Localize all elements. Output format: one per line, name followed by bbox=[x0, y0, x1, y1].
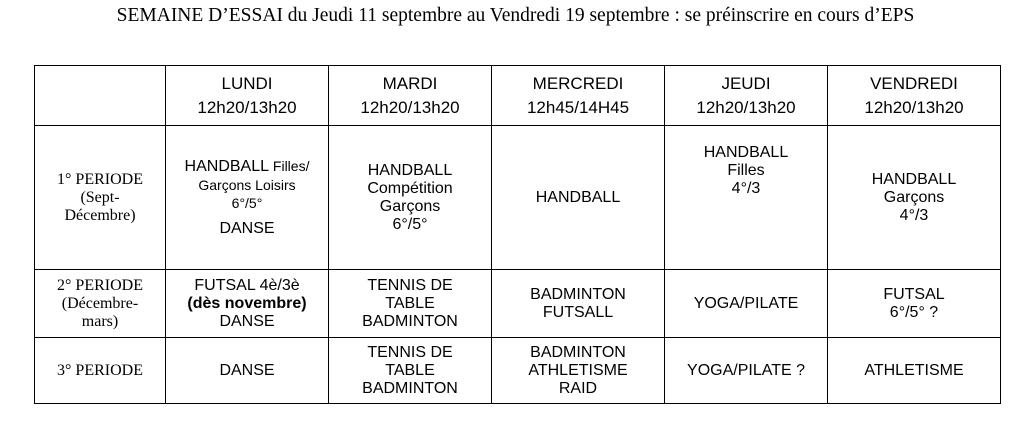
activity-line: BADMINTON bbox=[362, 312, 458, 330]
cell-p2-vendredi bbox=[828, 270, 1001, 338]
activity-text: HANDBALL bbox=[184, 158, 270, 175]
cell-p3-mardi bbox=[329, 338, 492, 404]
activity-line: RAID bbox=[558, 379, 598, 397]
cell-p2-lundi bbox=[166, 270, 329, 338]
schedule-table bbox=[34, 65, 1001, 404]
activity-line: ATHLETISME bbox=[528, 361, 628, 379]
activity-line: BADMINTON bbox=[362, 379, 458, 397]
activity-line: HANDBALL bbox=[535, 188, 621, 206]
period-row-1 bbox=[35, 126, 1001, 270]
day-time: 12h20/13h20 bbox=[360, 97, 460, 117]
period-label-line: Décembre) bbox=[64, 206, 136, 224]
activity-line: Garçons bbox=[379, 197, 441, 215]
activity-text: Filles/ bbox=[269, 158, 310, 174]
activity-line: DANSE bbox=[219, 220, 275, 237]
day-time: 12h45/14H45 bbox=[526, 97, 630, 117]
period-row-3 bbox=[35, 338, 1001, 404]
day-header-mercredi bbox=[492, 66, 665, 126]
day-name: MARDI bbox=[382, 73, 438, 93]
cell-p2-mardi bbox=[329, 270, 492, 338]
activity-line: HANDBALL bbox=[367, 161, 453, 179]
activity-line: ATHLETISME bbox=[864, 361, 964, 379]
cell-p1-lundi bbox=[166, 126, 329, 270]
activity-line: DANSE bbox=[219, 361, 275, 379]
day-header-mardi bbox=[329, 66, 492, 126]
cell-p1-jeudi bbox=[665, 126, 828, 270]
day-name: MERCREDI bbox=[532, 73, 624, 93]
cell-p3-mercredi bbox=[492, 338, 665, 404]
activity-line: BADMINTON bbox=[530, 285, 626, 303]
activity-line: TABLE bbox=[385, 294, 435, 312]
activity-line: Garçons bbox=[883, 188, 945, 206]
cell-p2-mercredi bbox=[492, 270, 665, 338]
activity-line: 4°/3 bbox=[731, 180, 761, 197]
day-time: 12h20/13h20 bbox=[864, 97, 964, 117]
period-row-2 bbox=[35, 270, 1001, 338]
period-label-2 bbox=[35, 270, 166, 338]
period-label-line: 2° PERIODE bbox=[57, 276, 143, 294]
day-name: VENDREDI bbox=[870, 73, 958, 93]
day-name: JEUDI bbox=[721, 73, 771, 93]
document-title: SEMAINE D’ESSAI du Jeudi 11 septembre au Vendredi 19 septembre : se préinscrire en cours d’EPS bbox=[116, 5, 915, 26]
activity-line: DANSE bbox=[219, 312, 275, 330]
activity-line: 4°/3 bbox=[899, 206, 929, 224]
cell-p2-jeudi bbox=[665, 270, 828, 338]
day-name: LUNDI bbox=[221, 73, 273, 93]
cell-p3-lundi bbox=[166, 338, 329, 404]
period-label-line: mars) bbox=[81, 312, 119, 330]
corner-cell bbox=[35, 66, 166, 126]
activity-line: BADMINTON bbox=[530, 343, 626, 361]
activity-line: FUTSALL bbox=[542, 303, 614, 321]
period-label-line: (Décembre- bbox=[61, 294, 139, 312]
activity-line: Filles bbox=[727, 162, 765, 179]
activity-line: FUTSAL 4è/3è bbox=[194, 276, 300, 294]
activity-line: YOGA/PILATE ? bbox=[687, 361, 805, 379]
activity-line: TABLE bbox=[385, 361, 435, 379]
activity-line: (dès novembre) bbox=[187, 294, 307, 312]
period-label-3 bbox=[35, 338, 166, 404]
activity-line: HANDBALL bbox=[871, 170, 957, 188]
cell-p1-vendredi bbox=[828, 126, 1001, 270]
cell-p1-mercredi bbox=[492, 126, 665, 270]
period-label-line: 1° PERIODE bbox=[57, 170, 143, 188]
period-label-1 bbox=[35, 126, 166, 270]
cell-p1-mardi bbox=[329, 126, 492, 270]
period-label-line: (Sept- bbox=[80, 188, 120, 206]
activity-line: TENNIS DE bbox=[367, 343, 453, 361]
day-time: 12h20/13h20 bbox=[197, 97, 297, 117]
activity-line bbox=[170, 157, 324, 176]
cell-p3-jeudi bbox=[665, 338, 828, 404]
day-header-jeudi bbox=[665, 66, 828, 126]
cell-p3-vendredi bbox=[828, 338, 1001, 404]
activity-line: Compétition bbox=[367, 179, 453, 197]
activity-line: 6°/5° ? bbox=[889, 303, 939, 321]
activity-line: HANDBALL bbox=[703, 144, 789, 161]
period-label-line: 3° PERIODE bbox=[57, 361, 143, 379]
activity-line: YOGA/PILATE bbox=[693, 294, 799, 312]
activity-line: FUTSAL bbox=[883, 285, 945, 303]
header-row bbox=[35, 66, 1001, 126]
activity-line: TENNIS DE bbox=[367, 276, 453, 294]
activity-line: 6°/5° bbox=[231, 195, 263, 211]
activity-line: Garçons Loisirs bbox=[198, 177, 296, 193]
day-header-vendredi bbox=[828, 66, 1001, 126]
day-header-lundi bbox=[166, 66, 329, 126]
day-time: 12h20/13h20 bbox=[696, 97, 796, 117]
activity-line: 6°/5° bbox=[392, 215, 428, 233]
